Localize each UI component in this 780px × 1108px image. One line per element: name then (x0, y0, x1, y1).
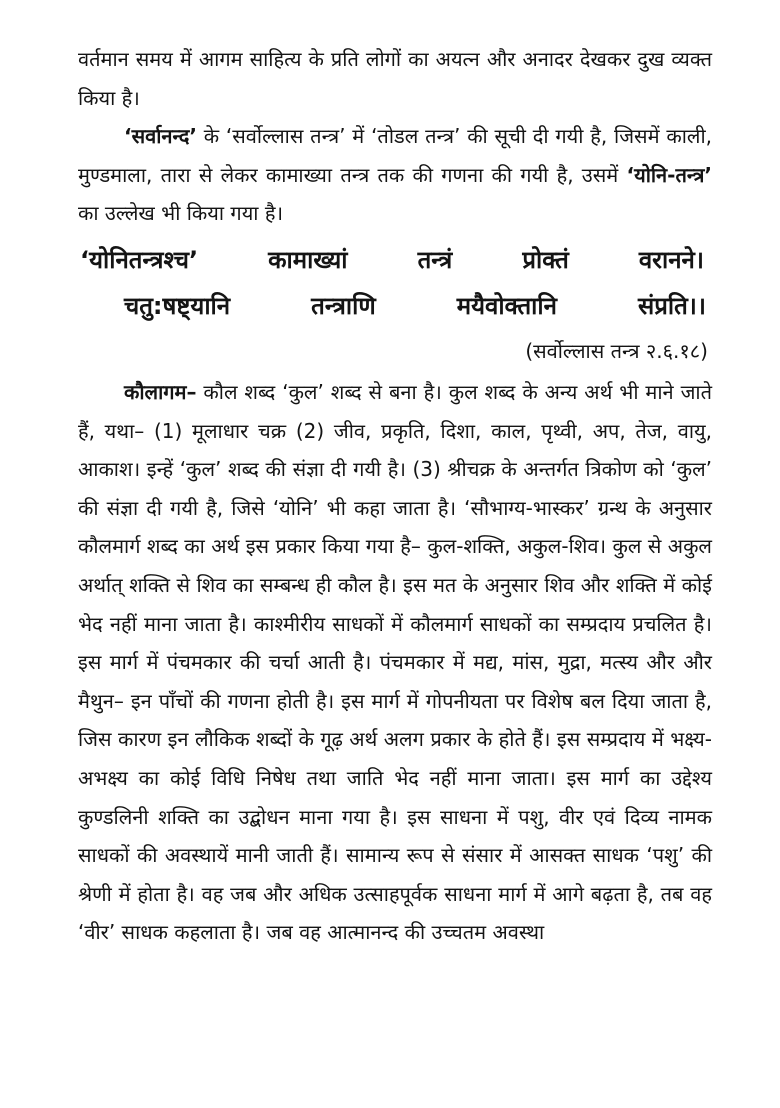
paragraph-1 (78, 40, 712, 117)
verse-word: प्रोक्तं (522, 245, 569, 274)
verse-word: चतु:षष्ट्यानि (124, 291, 231, 320)
paragraph-3 (78, 373, 712, 952)
verse-line-2 (78, 283, 712, 329)
verse-word: मयैवोक्तानि (456, 291, 557, 320)
verse-word: तन्त्रं (417, 245, 453, 274)
verse-line-1 (78, 237, 712, 283)
paragraph-3-text: कौल शब्द ‘कुल’ शब्द से बना है। कुल शब्द के अन्य अर्थ भी माने जाते हैं, यथा– (1) मूलाधार चक्र (2) जीव, प्रकृति, दिशा, काल, पृथ्वी, अप, तेज, वायु, आकाश। इन्हें ‘कुल’ शब्द की संज्ञा दी गयी है। (3) श्रीचक्र के अन्तर्गत त्रिकोण को ‘कुल’ की संज्ञा दी गयी है, जिसे ‘योनि’ भी कहा जाता है। ‘सौभाग्य-भास्कर’ ग्रन्थ के अनुसार कौलमार्ग शब्द का अर्थ इस प्रकार किया गया है– कुल-शक्ति, अकुल-शिव। कुल से अकुल अर्थात् शक्ति से शिव का सम्बन्ध ही कौल है। इस मत के अनुसार शिव और शक्ति में कोई भेद नहीं माना जाता है। काश्मीरीय साधकों में कौलमार्ग साधकों का सम्प्रदाय प्रचलित है। इस मार्ग में पंचमकार की चर्चा आती है। पंचमकार में मद्य, मांस, मुद्रा, मत्स्य और और मैथुन– इन पाँचों की गणना होती है। इस मार्ग में गोपनीयता पर विशेष बल दिया जाता है, जिस कारण इन लौकिक शब्दों के गूढ़ अर्थ अलग प्रकार के होते हैं। इस सम्प्रदाय में भक्ष्य-अभक्ष्य का कोई विधि निषेध तथा जाति भेद नहीं माना जाता। इस मार्ग का उद्देश्य कुण्डलिनी शक्ति का उद्बोधन माना गया है। इस साधना में पशु, वीर एवं दिव्य नामक साधकों की अवस्थायें मानी जाती हैं। सामान्य रूप से संसार में आसक्त साधक ‘पशु’ की श्रेणी में होता है। वह जब और अधिक उत्साहपूर्वक साधना मार्ग में आगे बढ़ता है, तब वह ‘वीर’ साधक कहलाता है। जब वह आत्मानन्द की उच्चतम अवस्था (78, 379, 712, 945)
verse-word: वरानने। (638, 245, 704, 274)
paragraph-1-text: वर्तमान समय में आगम साहित्य के प्रति लोगों का अयत्न और अनादर देखकर दुख व्यक्त किया है। (78, 47, 712, 110)
verse-word: तन्त्राणि (311, 291, 376, 320)
paragraph-2 (78, 117, 712, 233)
verse-citation: (सर्वोल्लास तन्त्र २.६.१८) (525, 338, 708, 363)
sanskrit-verse (78, 237, 712, 329)
kaulagam-heading: कौलागम– (124, 379, 197, 404)
yoni-tantra-term: ‘योनि-तन्त्र’ (626, 162, 712, 187)
verse-word: ‘योनितन्त्रश्च’ (80, 245, 199, 274)
paragraph-2-text-b: का उल्लेख भी किया गया है। (78, 201, 284, 226)
sarvananda-term: ‘सर्वानन्द’ (124, 124, 197, 149)
paragraph-2-text-a: के ‘सर्वोल्लास तन्त्र’ में ‘तोडल तन्त्र’ की सूची दी गयी है, जिसमें काली, मुण्डमाला, तारा से लेकर कामाख्या तन्त्र तक की गणना की गयी है, उसमें (78, 124, 712, 187)
verse-word: कामाख्यां (268, 245, 348, 274)
verse-word: संप्रति।। (638, 291, 706, 320)
